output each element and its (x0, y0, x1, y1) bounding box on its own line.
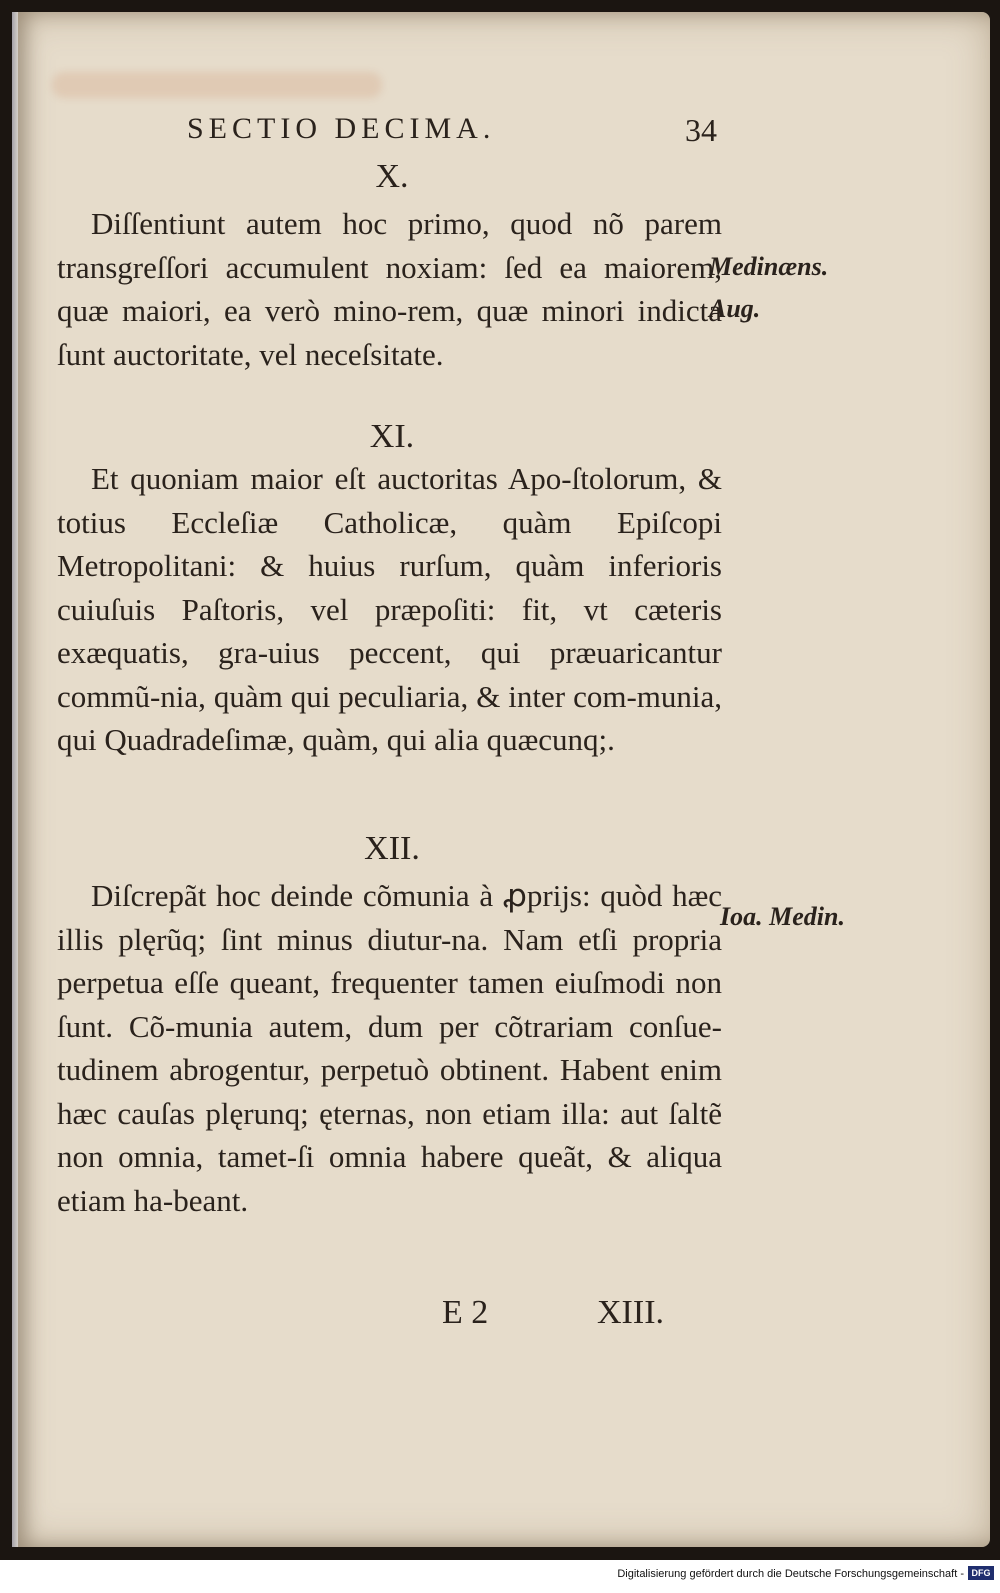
funding-credit: Digitalisierung gefördert durch die Deutsche Forschungsgemeinschaft - (617, 1568, 964, 1580)
book-page (12, 12, 990, 1547)
paragraph-xii: Diſcrepãt hoc deinde cõmunia à ꝓprijs: quòd hæc illis plęrũq; ſint minus diutur-na. Nam etſi propria perpetua eſſe queant, frequenter tamen eiuſmodi non ſunt. Cõ-munia autem, dum per cõtrariam conſue-tudinem abrogentur, perpetuò obtinent. Habent enim hæc cauſas plęrunq; ęternas, non etiam illa: aut ſaltẽ non omnia, tamet-ſi omnia habere queãt, & aliqua etiam ha-beant. (57, 878, 722, 1218)
page-edge (12, 12, 18, 1547)
paragraph-x: Diſſentiunt autem hoc primo, quod nõ parem transgreſſori accumulent noxiam: ſed ea maiorem, quæ maiori, ea verò mino-rem, quæ minori indicta ſunt auctoritate, vel neceſsitate. (57, 206, 722, 372)
running-head: SECTIO DECIMA. (187, 112, 496, 145)
section-numeral-x: X. (375, 158, 409, 195)
page-header (187, 112, 717, 156)
paragraph-xi: Et quoniam maior eſt auctoritas Apo-ſtolorum, & totius Eccleſiæ Catholicæ, quàm Epiſcopi Metropolitani: & huius rurſum, quàm inferioris cuiuſuis Paſtoris, vel præpoſiti: fit, vt cæteris exæquatis, gra-uius peccent, qui præuaricantur commũ-nia, quàm qui peculiaria, & inter com-munia, qui Quadradeſimæ, quàm, qui alia quæcunq;. (57, 461, 722, 757)
section-numeral-xi: XI. (369, 418, 415, 455)
page-number: 34 (685, 112, 717, 148)
catchword: XIII. (597, 1294, 665, 1331)
marginal-note-aug: Aug. (709, 294, 761, 323)
marginal-note-medinaens: Medinæns. (709, 252, 829, 281)
section-numeral-xii: XII. (364, 830, 420, 867)
dfg-logo: DFG (968, 1566, 994, 1580)
page-stain (52, 72, 382, 98)
marginal-note-ioa-medin: Ioa. Medin. (720, 902, 845, 931)
signature-mark: E 2 (442, 1294, 489, 1331)
